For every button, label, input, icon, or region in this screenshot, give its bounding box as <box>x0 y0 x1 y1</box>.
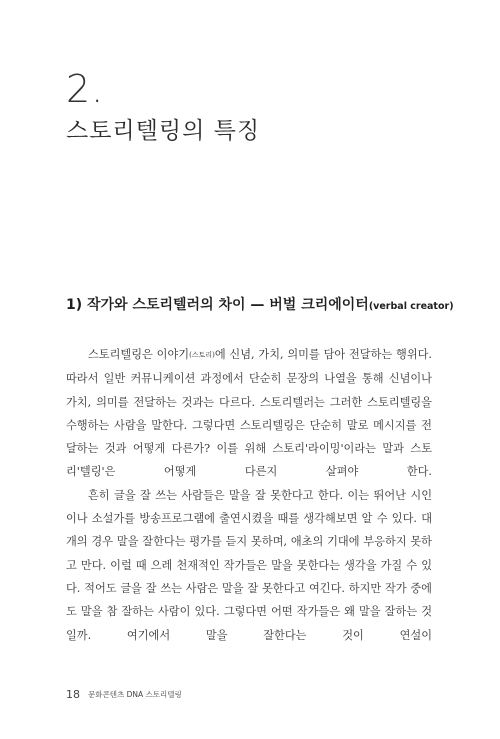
chapter-title: 스토리텔링의 특징 <box>66 118 261 144</box>
section-heading-english: (verbal creator) <box>368 301 454 312</box>
page-number: 18 <box>66 688 80 701</box>
paragraph-1-small-note: (스토리) <box>189 351 215 359</box>
section-heading <box>66 294 454 314</box>
book-title: 문화콘텐츠 DNA 스토리텔링 <box>88 690 182 699</box>
page-footer <box>66 683 182 702</box>
body-text <box>66 343 432 647</box>
paragraph-1-part-1: 스토리텔링은 이야기 <box>88 348 190 361</box>
paragraph-1 <box>66 343 432 484</box>
chapter-number: 2. <box>66 67 105 111</box>
paragraph-1-part-2: 에 신념, 가치, 의미를 담아 전달하는 행위다. 따라서 일반 커뮤니케이션 과정에서 단순히 문장의 나열을 통해 신념이나 가치, 의미를 전달하는 것과는 다르다. 스토리텔러는 그러한 스토리텔링을 수행하는 사람을 말한다. 그렇다면 스토리텔링은 단순히 말로 메시지를 전달하는 것과 어떻게 다른가? 이를 위해 스토리'라이밍'이라는 말과 스토리'텔링'은 어떻게 다른지 살펴야 한다. <box>66 348 432 479</box>
paragraph-2: 흔히 글을 잘 쓰는 사람들은 말을 잘 못한다고 한다. 이는 뛰어난 시인이나 소설가를 방송프로그램에 출연시켰을 때를 생각해보면 알 수 있다. 대개의 경우 말을 잘한다는 평가를 듣지 못하며, 애초의 기대에 부응하지 못하고 만다. 이럴 때 으레 천재적인 작가들은 말을 못한다는 생각을 가질 수 있다. 적어도 글을 잘 쓰는 사람은 말을 잘 못한다고 여긴다. 하지만 작가 중에도 말을 참 잘하는 사람이 있다. 그렇다면 어떤 작가들은 왜 말을 잘하는 것일까. 여기에서 말을 잘한다는 것이 연설이 <box>66 488 432 642</box>
section-heading-main: 1) 작가와 스토리텔러의 차이 — 버벌 크리에이터 <box>66 297 369 313</box>
